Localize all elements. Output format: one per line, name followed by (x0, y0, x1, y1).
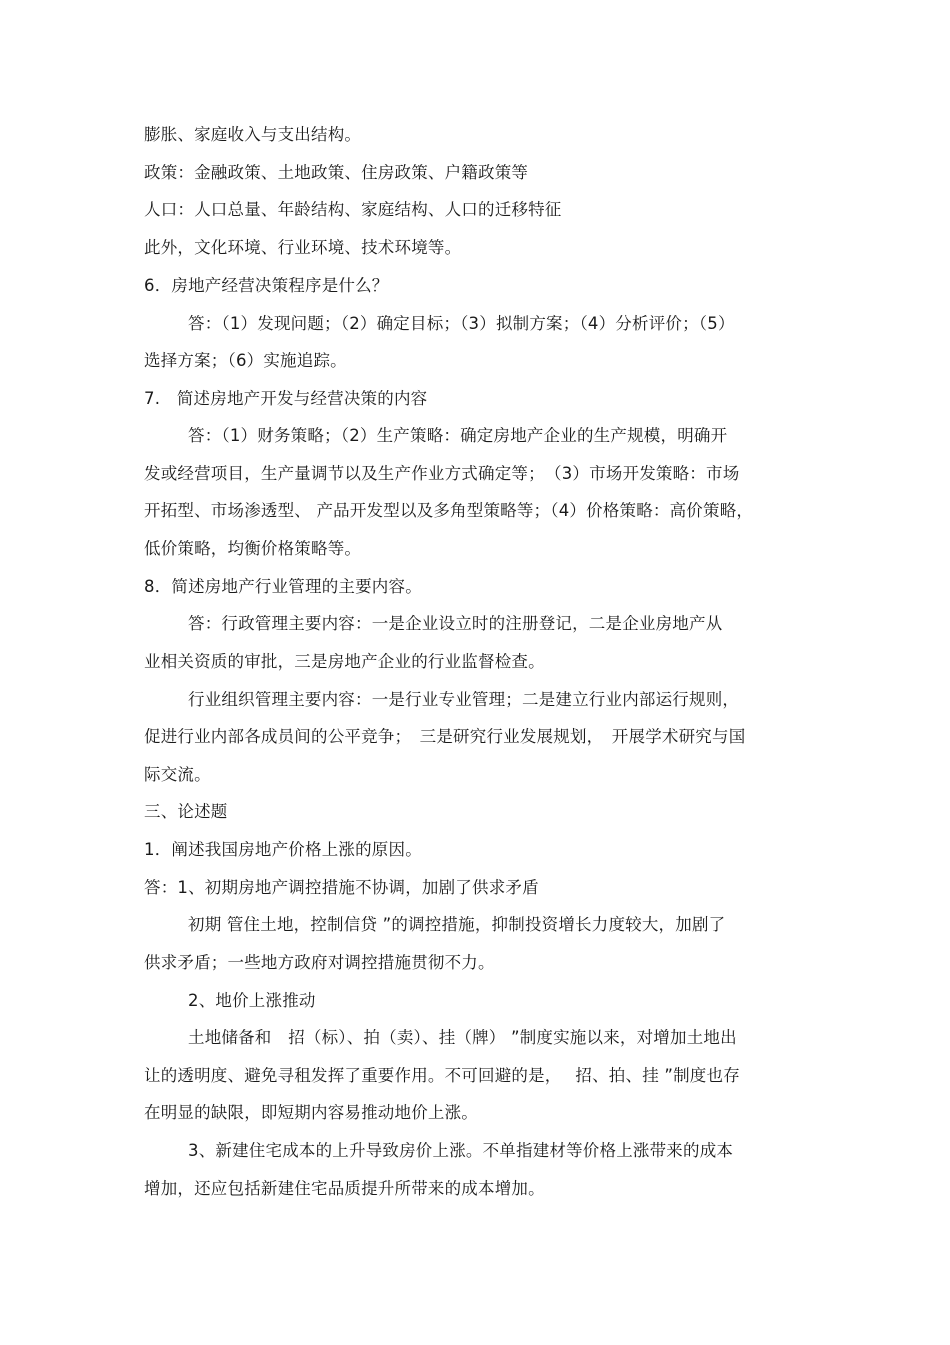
answer-text: 答：1、初期房地产调控措施不协调，加剧了供求矛盾 (144, 878, 539, 897)
answer-text: 选择方案；（6）实施追踪。 (144, 351, 347, 370)
text-line: 人口：人口总量、年龄结构、家庭结构、人口的迁移特征 (144, 200, 562, 219)
answer-text: 让的透明度、避免寻租发挥了重要作用。不可回避的是， 招、拍、挂 ”制度也存 (144, 1066, 740, 1085)
answer-text: 答：（1）发现问题；（2）确定目标；（3）拟制方案；（4）分析评价；（5） (188, 314, 735, 333)
section-heading: 三、论述题 (144, 802, 228, 821)
answer-text: 促进行业内部各成员间的公平竞争； 三是研究行业发展规划， 开展学术研究与国 (144, 727, 746, 746)
answer-text: 增加，还应包括新建住宅品质提升所带来的成本增加。 (144, 1179, 545, 1198)
text-line: 此外，文化环境、行业环境、技术环境等。 (144, 238, 462, 257)
answer-text: 供求矛盾；一些地方政府对调控措施贯彻不力。 (144, 953, 495, 972)
question-heading: 6．房地产经营决策程序是什么？ (144, 276, 389, 295)
answer-text: 际交流。 (144, 765, 211, 784)
answer-text: 开拓型、市场渗透型、 产品开发型以及多角型策略等；（4）价格策略：高价策略， (144, 501, 754, 520)
answer-text: 业相关资质的审批，三是房地产企业的行业监督检查。 (144, 652, 545, 671)
answer-text: 行业组织管理主要内容：一是行业专业管理；二是建立行业内部运行规则， (188, 690, 740, 709)
text-line: 膨胀、家庭收入与支出结构。 (144, 125, 362, 144)
answer-text: 发或经营项目，生产量调节以及生产作业方式确定等； （3）市场开发策略：市场 (144, 464, 740, 483)
answer-text: 在明显的缺限，即短期内容易推动地价上涨。 (144, 1103, 478, 1122)
answer-text: 初期 管住土地，控制信贷 ”的调控措施，抑制投资增长力度较大，加剧了 (188, 915, 726, 934)
answer-text: 答：行政管理主要内容：一是企业设立时的注册登记，二是企业房地产从 (188, 614, 723, 633)
question-heading: 8．简述房地产行业管理的主要内容。 (144, 577, 422, 596)
text-line: 政策：金融政策、土地政策、住房政策、户籍政策等 (144, 163, 529, 182)
answer-subheading: 2、地价上涨推动 (188, 991, 316, 1010)
answer-text: 土地储备和 招（标）、拍（卖）、挂（牌） ”制度实施以来，对增加土地出 (188, 1028, 737, 1047)
answer-text: 答：（1）财务策略；（2）生产策略：确定房地产企业的生产规模，明确开 (188, 426, 728, 445)
question-heading: 7. 简述房地产开发与经营决策的内容 (144, 389, 428, 408)
answer-text: 3、新建住宅成本的上升导致房价上涨。不单指建材等价格上涨带来的成本 (188, 1141, 734, 1160)
answer-text: 低价策略，均衡价格策略等。 (144, 539, 362, 558)
question-heading: 1．阐述我国房地产价格上涨的原因。 (144, 840, 422, 859)
